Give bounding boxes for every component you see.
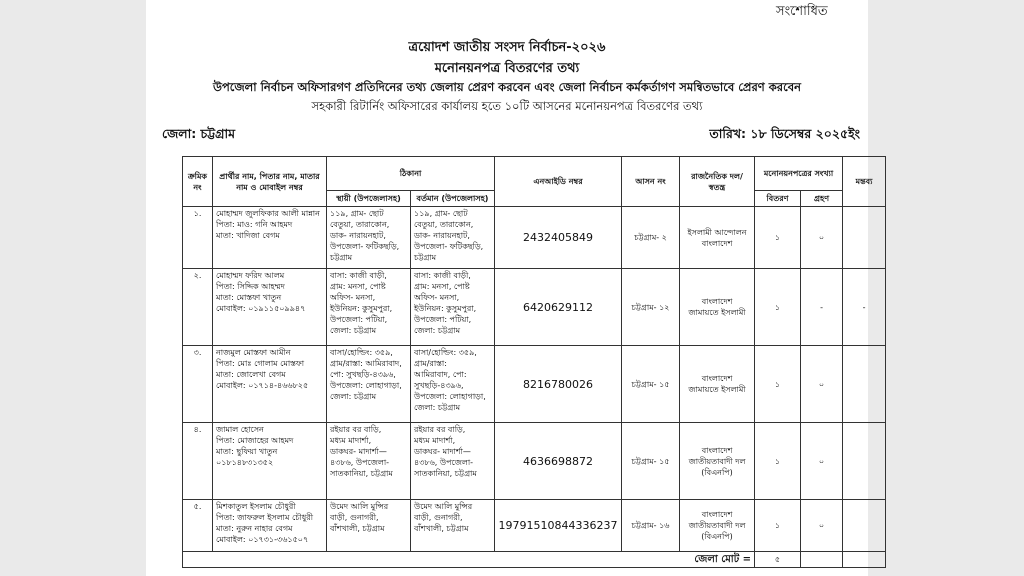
name-line: নাজমুল মোস্তফা আমীন [216, 348, 291, 357]
present-line: চট্টগ্রাম [414, 253, 437, 262]
seat-cell: চট্টগ্রাম- ১২ [622, 269, 680, 346]
party-line: (বিএনপি) [701, 467, 733, 477]
present-line: মধ্যম মাদার্শা, [414, 436, 456, 445]
header-distributed: বিতরণ [755, 191, 801, 207]
remark-cell [843, 207, 886, 269]
name-line: মাতা: জোলেখা বেগম [216, 370, 286, 379]
header-received: গ্রহণ [801, 191, 843, 207]
perm-line: রইয়ার বর বাড়ি, [330, 425, 382, 434]
party-line: বাংলাদেশ [701, 297, 733, 306]
header-nid: এনআইডি নম্বর [495, 157, 622, 207]
name-line: জামাল হোসেন [216, 425, 264, 434]
name-line: পিতা: মাও: গনি আহমদ [216, 220, 293, 229]
perm-line: উমেদ আলি মুন্সির [330, 502, 389, 511]
present-line: বাসা/হোল্ডিং: ৩৫৯, [414, 348, 477, 357]
perm-line: উপজেলা: লোহাগাড়া, [330, 381, 402, 390]
perm-line: বাড়ী, গুনাগরী, [330, 513, 379, 522]
nid-cell: 4636698872 [495, 423, 622, 500]
name-cell [213, 346, 327, 423]
remark-cell [843, 346, 886, 423]
table-row [183, 346, 886, 423]
present-line: আমিরাবাদ, পো: [414, 370, 467, 379]
revised-stamp: সংশোধিত [776, 4, 828, 19]
party-cell [680, 423, 755, 500]
party-line: বাংলাদেশ [701, 374, 733, 383]
received-cell: ০ [801, 346, 843, 423]
received-cell: ০ [801, 500, 843, 552]
remark-cell: - [843, 269, 886, 346]
distributed-cell: ১ [755, 269, 801, 346]
perm-line: গ্রাম: মনসা, পোষ্ট [330, 282, 386, 291]
header-count: মনোনয়নপত্রের সংখ্যা [755, 157, 843, 191]
perm-line: ৪৩৮৬, উপজেলা- [330, 458, 390, 467]
serial-cell: ৫. [183, 500, 213, 552]
perm-line: বাসা/হোল্ডিং: ৩৫৯, [330, 348, 393, 357]
perm-line: জেলা: চট্টগ্রাম [330, 326, 377, 335]
remark-cell [843, 500, 886, 552]
present-line: সাতকানিয়া, চট্টগ্রাম [414, 469, 477, 478]
present-line: বাঁশখালী, চট্টগ্রাম [414, 524, 469, 533]
perm-line: বাঁশখালী, চট্টগ্রাম [330, 524, 385, 533]
name-line: মিশকাতুল ইসলাম চৌধুরী [216, 502, 296, 511]
name-line: পিতা: মোজাহের আহমদ [216, 436, 294, 445]
serial-cell: ৪. [183, 423, 213, 500]
party-cell [680, 500, 755, 552]
total-value: ৫ [755, 552, 801, 568]
table-row [183, 500, 886, 552]
present-line: ইউনিয়ন: কুসুমপুরা, [414, 304, 477, 313]
remark-cell [843, 423, 886, 500]
party-line: জামায়তে ইসলামী [688, 308, 746, 317]
name-line: মাতা: ছুফিয়া খাতুন [216, 447, 278, 456]
name-line: মাতা: খাদিজা বেগম [216, 231, 280, 240]
party-cell [680, 207, 755, 269]
present-line: বেতুয়া, তারাকোন, [414, 220, 474, 229]
perm-line: ডাকঘর- মাদার্শা— [330, 447, 387, 456]
present-line: সুখছড়ি-৪৩৯৬, [414, 381, 464, 390]
name-cell [213, 500, 327, 552]
party-line: (বিএনপি) [701, 532, 733, 541]
name-cell [213, 207, 327, 269]
perm-line: গ্রাম/রাস্তা: আমিরাবাদ, [330, 359, 402, 368]
nid-cell: 2432405849 [495, 207, 622, 269]
distributed-cell: ১ [755, 500, 801, 552]
party-cell [680, 346, 755, 423]
district-label: জেলা: চট্টগ্রাম [162, 126, 236, 141]
header-name: প্রার্থীর নাম, পিতার নাম, মাতার নাম ও মোবাইল নম্বর [213, 157, 327, 207]
party-line: বাংলাদেশ [701, 510, 733, 519]
present-line: অফিস- মনসা, [414, 293, 460, 302]
received-cell: ০ [801, 423, 843, 500]
total-empty [843, 552, 886, 568]
party-line: বাংলাদেশ [701, 238, 733, 248]
table-row [183, 423, 886, 500]
party-line: জাতীয়তাবাদী দল [688, 456, 746, 466]
document-page [146, 0, 873, 576]
name-line: মাতা: মোস্তফা খাতুন [216, 293, 282, 302]
present-address-cell [411, 423, 495, 500]
date-label: তারিখ: ১৮ ডিসেম্বর ২০২৫ইং [709, 126, 860, 141]
present-address-cell [411, 269, 495, 346]
table-row [183, 207, 886, 269]
nid-cell: 19791510844336237 [495, 500, 622, 552]
serial-cell: ৩. [183, 346, 213, 423]
seat-cell: চট্টগ্রাম- ১৬ [622, 500, 680, 552]
name-line: পিতা: সিদ্দিক আহম্মদ [216, 282, 285, 291]
permanent-address-cell [327, 346, 411, 423]
distributed-cell: ১ [755, 346, 801, 423]
present-line: বাড়ী, গুনাগরী, [414, 513, 463, 522]
present-line: উপজেলা: লোহাগাড়া, [414, 392, 486, 401]
present-line: ১১৯, গ্রাম- ছোট [414, 209, 468, 218]
document-title: ত্রয়োদশ জাতীয় সংসদ নির্বাচন-২০২৬ [408, 40, 606, 55]
present-line: জেলা: চট্টগ্রাম [414, 403, 461, 412]
office-line: সহকারী রিটার্নিং অফিসারের কার্যালয় হতে ১০টি আসনের মনোনয়নপত্র বিতরণের তথ্য [311, 99, 703, 113]
total-empty [801, 552, 843, 568]
nid-cell: 8216780026 [495, 346, 622, 423]
perm-line: বাসা: কাজী বাড়ী, [330, 271, 387, 280]
name-line: মাতা: নুরুন নাহার বেগম [216, 524, 293, 533]
name-line: মোবাইল: ০১৭১৪-৪৬৬৮২৫ [216, 381, 309, 390]
present-line: উমেদ আলি মুন্সির [414, 502, 473, 511]
nid-cell: 6420629112 [495, 269, 622, 346]
serial-cell: ২. [183, 269, 213, 346]
party-cell [680, 269, 755, 346]
present-line: জেলা: চট্টগ্রাম [414, 326, 461, 335]
distributed-cell: ১ [755, 207, 801, 269]
instruction-line: উপজেলা নির্বাচন অফিসারগণ প্রতিদিনের তথ্য জেলায় প্রেরণ করবেন এবং জেলা নির্বাচন কর্মকর্তাগণ সমন্বিতভাবে প্রেরণ করবেন [212, 80, 802, 94]
name-line: মোবাইল: ০১৯১১৫০৯৯৪৭ [216, 304, 306, 313]
document-subtitle: মনোনয়নপত্র বিতরণের তথ্য [434, 61, 580, 76]
seat-cell: চট্টগ্রাম- ২ [622, 207, 680, 269]
perm-line: ইউনিয়ন: কুসুমপুরা, [330, 304, 393, 313]
header-permanent: স্থায়ী (উপজেলাসহ) [327, 191, 411, 207]
present-line: ৪৩৮৬, উপজেলা- [414, 458, 474, 467]
party-line: ইসলামী আন্দোলন [687, 227, 747, 237]
present-line: উপজেলা: পটিয়া, [414, 315, 472, 324]
name-line: পিতা: মোঃ গোলাম মোস্তফা [216, 359, 305, 368]
name-cell [213, 423, 327, 500]
present-address-cell [411, 346, 495, 423]
nomination-table [182, 156, 886, 568]
distributed-cell: ১ [755, 423, 801, 500]
present-line: গ্রাম: মনসা, পোষ্ট [414, 282, 470, 291]
perm-line: চট্টগ্রাম [330, 253, 353, 262]
present-line: গ্রাম/রাস্তা: [414, 359, 447, 368]
permanent-address-cell [327, 207, 411, 269]
received-cell: - [801, 269, 843, 346]
party-line: জামায়তে ইসলামী [688, 385, 746, 394]
party-line: বাংলাদেশ [701, 445, 733, 455]
perm-line: সাতকানিয়া, চট্টগ্রাম [330, 469, 393, 478]
name-line: মোহাম্মদ ফরিদ আলম [216, 271, 285, 280]
perm-line: মধ্যম মাদার্শা, [330, 436, 372, 445]
seat-cell: চট্টগ্রাম- ১৫ [622, 423, 680, 500]
present-line: উপজেলা- ফটিকছড়ি, [414, 242, 484, 251]
name-line: মোবাইল: ০১৭৩১-৩৬১৫০৭ [216, 535, 309, 544]
header-remark: মন্তব্য [843, 157, 886, 207]
present-line: বাসা: কাজী বাড়ী, [414, 271, 471, 280]
perm-line: অফিস- মনসা, [330, 293, 376, 302]
serial-cell: ১. [183, 207, 213, 269]
permanent-address-cell [327, 500, 411, 552]
name-line: ০১৮১৪৮৩১৩৫২ [216, 458, 274, 467]
perm-line: উপজেলা: পটিয়া, [330, 315, 388, 324]
header-party: রাজনৈতিক দল/স্বতন্ত্র [680, 157, 755, 207]
present-line: ডাক- নারায়নহাট, [414, 231, 470, 240]
header-seat: আসন নং [622, 157, 680, 207]
table-row [183, 269, 886, 346]
present-address-cell [411, 500, 495, 552]
seat-cell: চট্টগ্রাম- ১৫ [622, 346, 680, 423]
perm-line: ১১৯, গ্রাম- ছোট [330, 209, 384, 218]
permanent-address-cell [327, 269, 411, 346]
name-cell [213, 269, 327, 346]
header-present: বর্তমান (উপজেলাসহ) [411, 191, 495, 207]
header-serial: ক্রমিক নং [183, 157, 213, 207]
present-address-cell [411, 207, 495, 269]
name-line: মোহাম্মদ জুলফিকার আলী মান্নান [216, 209, 320, 218]
present-line: ডাকঘর- মাদার্শা— [414, 447, 471, 456]
perm-line: পো: সুখছড়ি-৪৩৯৬, [330, 370, 396, 379]
present-line: রইয়ার বর বাড়ি, [414, 425, 466, 434]
perm-line: ডাক- নারায়নহাট, [330, 231, 386, 240]
perm-line: উপজেলা- ফটিকছড়ি, [330, 242, 400, 251]
party-line: জাতীয়তাবাদী দল [688, 521, 746, 530]
perm-line: বেতুয়া, তারাকোন, [330, 220, 390, 229]
total-label: জেলা মোট = [183, 552, 755, 568]
perm-line: জেলা: চট্টগ্রাম [330, 392, 377, 401]
name-line: পিতা: জাফরুল ইসলাম চৌধুরী [216, 513, 313, 522]
header-address: ঠিকানা [327, 157, 495, 191]
received-cell: ০ [801, 207, 843, 269]
permanent-address-cell [327, 423, 411, 500]
